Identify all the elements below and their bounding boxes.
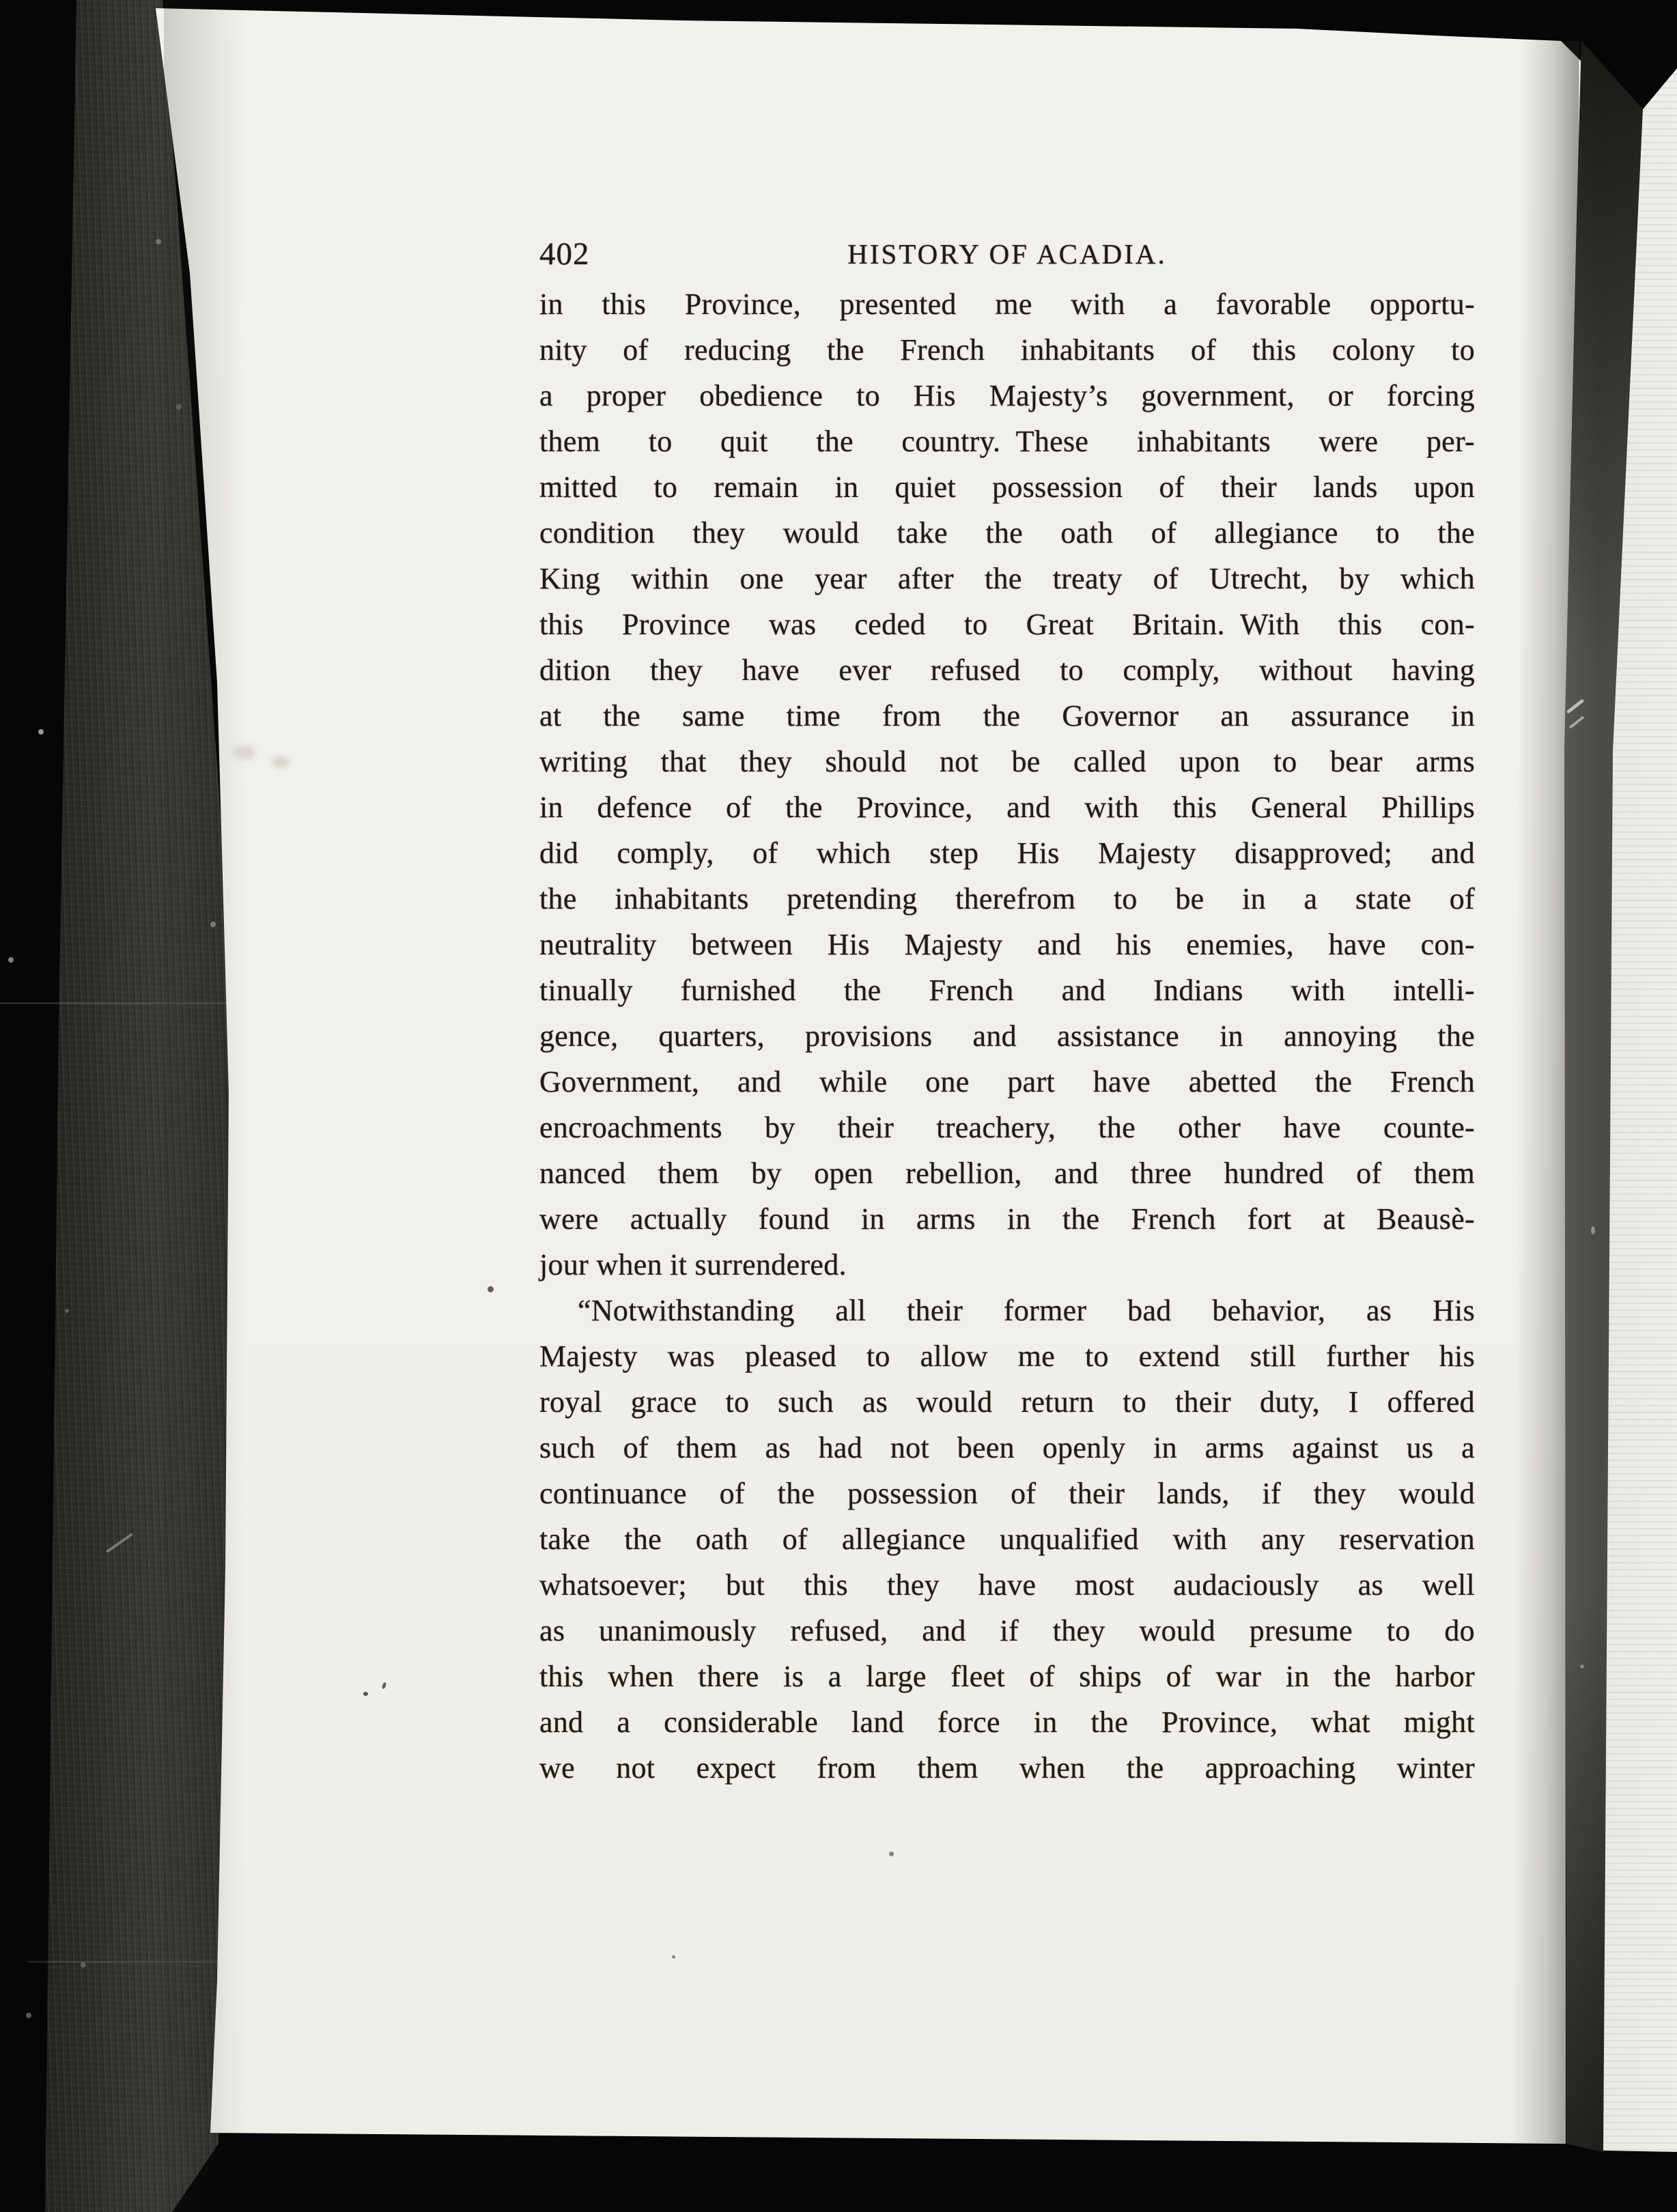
page-left-shading <box>164 0 246 2212</box>
text-line: take the oath of allegiance unqualified with any reservation <box>539 1522 1475 1556</box>
text-line: tinually furnished the French and Indians with intelli- <box>539 974 1475 1007</box>
ink-dot <box>363 1692 368 1696</box>
text-line: royal grace to such as would return to their duty, I offered <box>539 1385 1475 1419</box>
page-number: 402 <box>539 236 590 272</box>
text-line: gence, quarters, provisions and assistance in annoying the <box>539 1019 1475 1053</box>
ink-dot <box>488 1286 494 1292</box>
page-text <box>539 281 1475 1791</box>
smudge <box>272 756 290 767</box>
text-line: jour when it surrendered. <box>539 1248 847 1281</box>
text-line: whatsoever; but this they have most audaciously as well <box>539 1568 1475 1602</box>
text-line: in defence of the Province, and with this General Phillips <box>539 791 1475 824</box>
text-line: we not expect from them when the approaching winter <box>539 1751 1475 1785</box>
text-line: condition they would take the oath of allegiance to the <box>539 516 1475 550</box>
text-line: “Notwithstanding all their former bad behavior, as His <box>578 1294 1475 1327</box>
text-line: at the same time from the Governor an assurance in <box>539 699 1475 733</box>
text-line: in this Province, presented me with a favorable opportu- <box>539 287 1475 321</box>
paragraph <box>539 1288 1475 1791</box>
text-line: nanced them by open rebellion, and three hundred of them <box>539 1157 1475 1190</box>
text-line: this when there is a large fleet of ships of war in the harbor <box>539 1660 1475 1693</box>
text-line: nity of reducing the French inhabitants of this colony to <box>539 333 1475 367</box>
ink-dot <box>889 1852 894 1856</box>
text-line: encroachments by their treachery, the other have counte- <box>539 1111 1475 1144</box>
paragraph <box>539 281 1475 1288</box>
text-line: such of them as had not been openly in arms against us a <box>539 1431 1475 1464</box>
text-line: Government, and while one part have abetted the French <box>539 1065 1475 1098</box>
text-line: dition they have ever refused to comply, without having <box>539 653 1475 687</box>
gutter-speck <box>1580 1664 1584 1669</box>
text-line: neutrality between His Majesty and his enemies, have con- <box>539 928 1475 961</box>
text-line: writing that they should not be called upon to bear arms <box>539 745 1475 778</box>
text-line: did comply, of which step His Majesty disapproved; and <box>539 836 1475 870</box>
gutter-speck <box>1591 1226 1595 1234</box>
text-line: a proper obedience to His Majesty’s government, or forcing <box>539 379 1475 412</box>
ink-dot <box>672 1955 675 1959</box>
smudge <box>232 746 255 759</box>
text-line: were actually found in arms in the French fort at Beausè- <box>539 1202 1475 1236</box>
text-line: the inhabitants pretending therefrom to be in a state of <box>539 882 1475 916</box>
text-line: them to quit the country. These inhabitants were per- <box>539 425 1475 458</box>
running-head: HISTORY OF ACADIA. <box>847 238 1167 270</box>
text-line: mitted to remain in quiet possession of their lands upon <box>539 470 1475 504</box>
text-line: as unanimously refused, and if they would presume to do <box>539 1614 1475 1647</box>
text-line: continuance of the possession of their lands, if they would <box>539 1477 1475 1510</box>
text-line: and a considerable land force in the Province, what might <box>539 1705 1475 1739</box>
page-header <box>539 229 1475 279</box>
text-line: King within one year after the treaty of Utrecht, by which <box>539 562 1475 595</box>
text-line: this Province was ceded to Great Britain. With this con- <box>539 608 1475 641</box>
dust-speckles <box>0 0 3 3</box>
text-line: Majesty was pleased to allow me to extend still further his <box>539 1339 1475 1373</box>
